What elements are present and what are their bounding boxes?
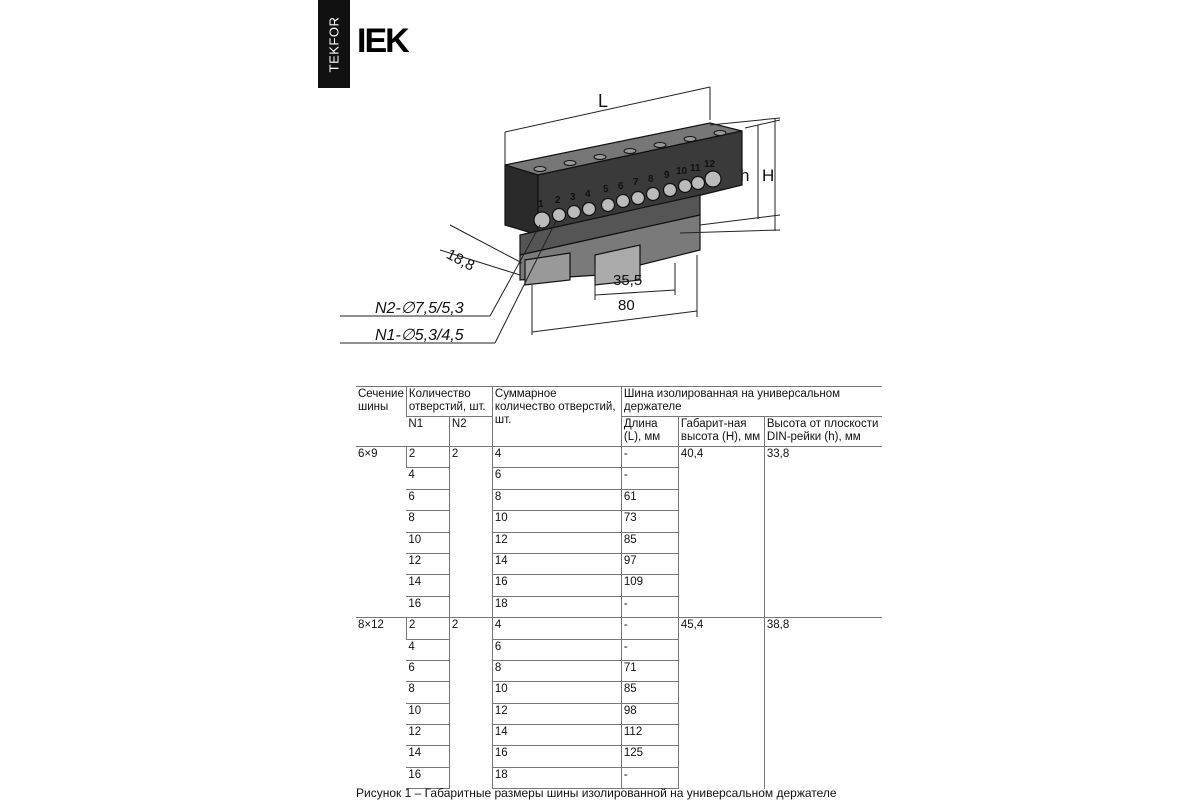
- terminal-number: 1: [538, 199, 544, 210]
- terminal-number: 10: [676, 166, 688, 177]
- header-bus-group: Шина изолированная на универсальном держателе: [621, 387, 882, 417]
- header-n1: N1: [406, 417, 449, 447]
- cell-total: 14: [492, 725, 621, 746]
- terminal-number: 4: [585, 189, 591, 200]
- cell-total: 8: [492, 660, 621, 681]
- terminal-number: 11: [690, 163, 701, 174]
- header-n2: N2: [449, 417, 492, 447]
- terminal-number: 2: [555, 195, 561, 206]
- cell-n1: 8: [406, 682, 449, 703]
- cell-n1: 10: [406, 532, 449, 553]
- dim-big-h-text: H: [762, 166, 775, 185]
- dim-rail-text: 35,5: [613, 272, 643, 289]
- terminal-number: 5: [603, 184, 609, 195]
- cell-section: 8×12: [356, 618, 406, 789]
- cell-total: 6: [492, 468, 621, 489]
- cell-length: 85: [621, 682, 678, 703]
- cell-total: 16: [492, 746, 621, 767]
- cell-n1: 16: [406, 596, 449, 617]
- dim-base-text: 80: [618, 297, 635, 314]
- cell-n1: 14: [406, 746, 449, 767]
- cell-n1: 12: [406, 553, 449, 574]
- cell-n1: 2: [406, 447, 449, 468]
- terminal-number: 7: [633, 177, 639, 188]
- cell-total: 18: [492, 596, 621, 617]
- header-height: Габарит-ная высота (H), мм: [678, 417, 764, 447]
- cell-length: 125: [621, 746, 678, 767]
- iek-logo: IEK: [357, 22, 408, 60]
- cell-n2: 2: [449, 618, 492, 789]
- terminal-number: 12: [704, 159, 716, 170]
- cell-n1: 10: [406, 703, 449, 724]
- cell-length: -: [621, 468, 678, 489]
- terminal-number: 3: [570, 192, 576, 203]
- cell-n1: 6: [406, 660, 449, 681]
- cell-n1: 16: [406, 767, 449, 788]
- cell-n2: 2: [449, 447, 492, 618]
- tekfor-label: TEKFOR: [326, 16, 342, 72]
- cell-n1: 4: [406, 468, 449, 489]
- dim-depth-text: 18,8: [443, 245, 478, 275]
- spec-table: [356, 386, 882, 789]
- cell-total: 10: [492, 682, 621, 703]
- cell-length: 71: [621, 660, 678, 681]
- header-total-holes: Суммарное количество отверстий, шт.: [492, 387, 621, 447]
- cell-din-height: 33,8: [764, 447, 882, 618]
- cell-height: 40,4: [678, 447, 764, 618]
- header-section: Сечение шины: [356, 387, 406, 447]
- cell-din-height: 38,8: [764, 618, 882, 789]
- cell-total: 4: [492, 618, 621, 639]
- cell-length: -: [621, 639, 678, 660]
- n2-label: N2-∅7,5/5,3: [375, 300, 464, 317]
- cell-length: 73: [621, 511, 678, 532]
- n1-label: N1-∅5,3/4,5: [375, 327, 464, 344]
- cell-total: 6: [492, 639, 621, 660]
- table-row: [356, 447, 882, 468]
- cell-length: -: [621, 618, 678, 639]
- header-holes-count: Количество отверстий, шт.: [406, 387, 492, 417]
- cell-total: 4: [492, 447, 621, 468]
- table-row: [356, 618, 882, 639]
- bus-bar-drawing: [340, 85, 810, 365]
- cell-n1: 14: [406, 575, 449, 596]
- cell-height: 45,4: [678, 618, 764, 789]
- figure-caption: Рисунок 1 – Габаритные размеры шины изолированной на универсальном держателе: [356, 786, 837, 800]
- cell-length: 98: [621, 703, 678, 724]
- cell-total: 12: [492, 703, 621, 724]
- cell-length: -: [621, 447, 678, 468]
- cell-total: 18: [492, 767, 621, 788]
- cell-total: 16: [492, 575, 621, 596]
- cell-n1: 2: [406, 618, 449, 639]
- cell-length: -: [621, 767, 678, 788]
- terminal-number: 8: [648, 174, 654, 185]
- cell-total: 10: [492, 511, 621, 532]
- cell-total: 14: [492, 553, 621, 574]
- dim-h-text: h: [740, 166, 750, 185]
- cell-length: 109: [621, 575, 678, 596]
- cell-length: 97: [621, 553, 678, 574]
- header-length: Длина (L), мм: [621, 417, 678, 447]
- cell-total: 8: [492, 489, 621, 510]
- cell-n1: 4: [406, 639, 449, 660]
- cell-length: 85: [621, 532, 678, 553]
- cell-length: 112: [621, 725, 678, 746]
- terminal-number: 9: [664, 170, 670, 181]
- terminal-number: 6: [618, 181, 624, 192]
- cell-length: -: [621, 596, 678, 617]
- cell-n1: 12: [406, 725, 449, 746]
- tekfor-brand-tab: [318, 0, 350, 88]
- dim-l-text: L: [598, 91, 609, 111]
- cell-section: 6×9: [356, 447, 406, 618]
- header-din-height: Высота от плоскости DIN-рейки (h), мм: [764, 417, 882, 447]
- cell-n1: 6: [406, 489, 449, 510]
- cell-length: 61: [621, 489, 678, 510]
- cell-total: 12: [492, 532, 621, 553]
- cell-n1: 8: [406, 511, 449, 532]
